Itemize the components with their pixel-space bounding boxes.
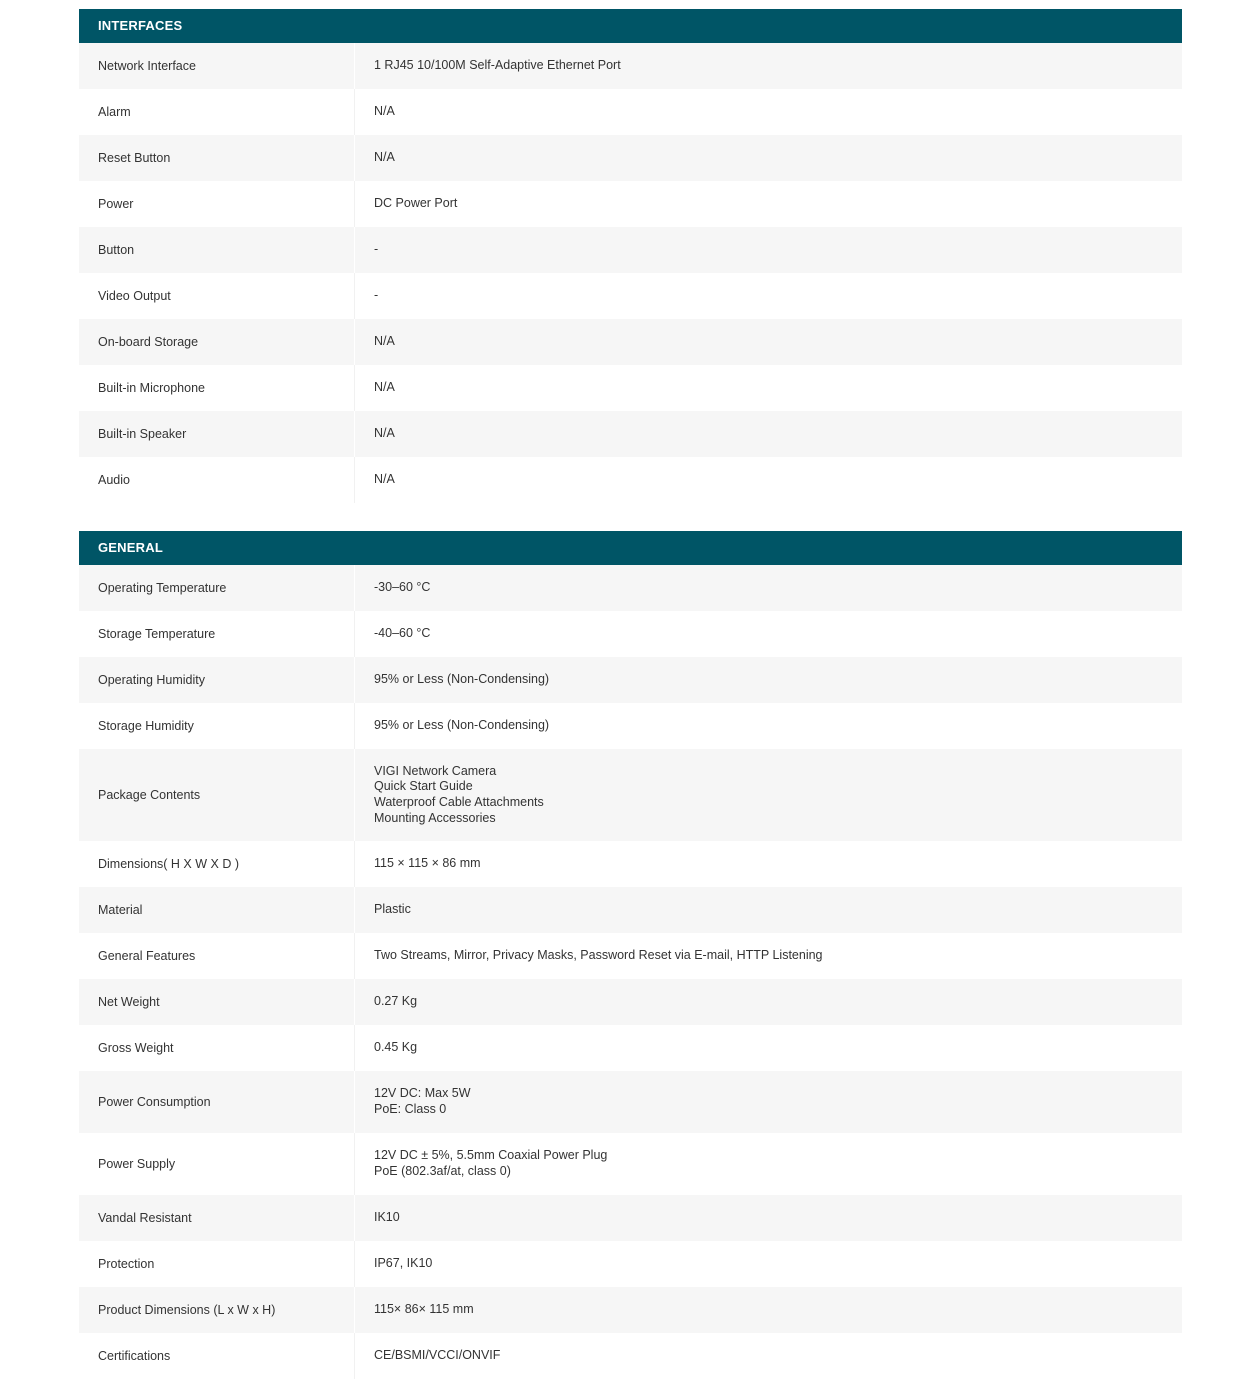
spec-value <box>355 764 544 827</box>
spec-value <box>355 288 378 304</box>
table-row <box>79 135 1182 181</box>
spec-value <box>355 380 395 396</box>
spec-label: Storage Temperature <box>79 611 355 657</box>
spec-value-line: Quick Start Guide <box>374 779 473 794</box>
spec-label: Net Weight <box>79 979 355 1025</box>
spec-label: Certifications <box>79 1333 355 1379</box>
spec-value <box>355 196 457 212</box>
spec-value <box>355 626 430 642</box>
spec-value-line: Mounting Accessories <box>374 810 496 825</box>
spec-value <box>355 856 481 872</box>
spec-value-line: PoE: Class 0 <box>374 1102 447 1116</box>
spec-label: Network Interface <box>79 43 355 89</box>
spec-value <box>355 580 430 596</box>
spec-label: Video Output <box>79 273 355 319</box>
spec-label: Product Dimensions (L x W x H) <box>79 1287 355 1333</box>
table-row <box>79 227 1182 273</box>
spec-value-line: Plastic <box>374 902 411 917</box>
table-row <box>79 89 1182 135</box>
spec-value <box>355 472 395 488</box>
table-row <box>79 457 1182 503</box>
spec-value <box>355 1256 432 1272</box>
table-row <box>79 319 1182 365</box>
table-row <box>79 749 1182 841</box>
spec-label: Dimensions( H X W X D ) <box>79 841 355 887</box>
interfaces-table <box>79 43 1182 503</box>
spec-value <box>355 994 417 1010</box>
spec-value-line: N/A <box>374 104 395 119</box>
spec-value <box>355 948 823 964</box>
spec-value-line: - <box>374 288 379 303</box>
table-row <box>79 365 1182 411</box>
spec-value-line: 0.45 Kg <box>374 1040 418 1055</box>
spec-label: Reset Button <box>79 135 355 181</box>
spec-value <box>355 672 549 688</box>
spec-value <box>355 902 411 918</box>
spec-value-line: Two Streams, Mirror, Privacy Masks, Password Reset via E-mail, HTTP Listening <box>374 948 823 963</box>
table-row <box>79 1287 1182 1333</box>
spec-value <box>355 718 549 734</box>
spec-label: Power <box>79 181 355 227</box>
spec-label: Operating Humidity <box>79 657 355 703</box>
table-row <box>79 565 1182 611</box>
spec-label: Operating Temperature <box>79 565 355 611</box>
spec-label: Package Contents <box>79 749 355 841</box>
table-row <box>79 1195 1182 1241</box>
spec-value-line: N/A <box>374 334 395 349</box>
spec-label: Material <box>79 887 355 933</box>
spec-value-line: 95% or Less (Non-Condensing) <box>374 672 550 687</box>
table-row <box>79 411 1182 457</box>
spec-value-line: - <box>374 242 379 257</box>
spec-value-line: 115 × 115 × 86 mm <box>374 856 481 871</box>
spec-label: Vandal Resistant <box>79 1195 355 1241</box>
general-section <box>79 531 1182 1379</box>
spec-label: General Features <box>79 933 355 979</box>
spec-value-line: 95% or Less (Non-Condensing) <box>374 718 550 733</box>
spec-value <box>355 1148 607 1179</box>
spec-value <box>355 242 378 258</box>
table-row <box>79 703 1182 749</box>
general-table <box>79 565 1182 1379</box>
spec-value <box>355 1210 400 1226</box>
spec-value-line: 12V DC: Max 5W <box>374 1086 471 1101</box>
spec-value-line: DC Power Port <box>374 196 458 211</box>
spec-value <box>355 150 395 166</box>
spec-label: On-board Storage <box>79 319 355 365</box>
spec-value-line: Waterproof Cable Attachments <box>374 795 544 809</box>
table-row <box>79 43 1182 89</box>
spec-value <box>355 426 395 442</box>
spec-value-line: -30–60 °C <box>374 580 431 595</box>
spec-value-line: 1 RJ45 10/100M Self-Adaptive Ethernet Port <box>374 58 621 73</box>
spec-value <box>355 104 395 120</box>
spec-value-line: CE/BSMI/VCCI/ONVIF <box>374 1348 501 1363</box>
spec-label: Audio <box>79 457 355 503</box>
spec-value <box>355 1348 500 1364</box>
spec-label: Built-in Speaker <box>79 411 355 457</box>
spec-value-line: 0.27 Kg <box>374 994 418 1009</box>
table-row <box>79 657 1182 703</box>
spec-value <box>355 1086 471 1117</box>
interfaces-header: INTERFACES <box>79 9 1182 43</box>
spec-value-line: VIGI Network Camera <box>374 763 497 778</box>
spec-label: Built-in Microphone <box>79 365 355 411</box>
table-row <box>79 841 1182 887</box>
spec-label: Power Supply <box>79 1133 355 1195</box>
spec-label: Power Consumption <box>79 1071 355 1133</box>
table-row <box>79 1333 1182 1379</box>
spec-value-line: 115× 86× 115 mm <box>374 1302 474 1317</box>
table-row <box>79 181 1182 227</box>
spec-label: Protection <box>79 1241 355 1287</box>
spec-value-line: -40–60 °C <box>374 626 431 641</box>
spec-label: Storage Humidity <box>79 703 355 749</box>
table-row <box>79 1241 1182 1287</box>
spec-value-line: PoE (802.3af/at, class 0) <box>374 1164 511 1178</box>
table-row <box>79 887 1182 933</box>
spec-value <box>355 1302 474 1318</box>
spec-label: Alarm <box>79 89 355 135</box>
spec-value-line: 12V DC ± 5%, 5.5mm Coaxial Power Plug <box>374 1148 608 1163</box>
spec-value-line: N/A <box>374 426 395 441</box>
spec-value-line: IK10 <box>374 1210 400 1225</box>
table-row <box>79 611 1182 657</box>
spec-value-line: N/A <box>374 380 395 395</box>
spec-value-line: N/A <box>374 472 395 487</box>
spec-value <box>355 58 621 74</box>
table-row <box>79 933 1182 979</box>
table-row <box>79 979 1182 1025</box>
table-row <box>79 1025 1182 1071</box>
table-row <box>79 273 1182 319</box>
spec-value-line: N/A <box>374 150 395 165</box>
spec-value <box>355 1040 417 1056</box>
table-row <box>79 1133 1182 1195</box>
spec-label: Gross Weight <box>79 1025 355 1071</box>
table-row <box>79 1071 1182 1133</box>
general-header: GENERAL <box>79 531 1182 565</box>
spec-value <box>355 334 395 350</box>
interfaces-section <box>79 9 1182 503</box>
spec-value-line: IP67, IK10 <box>374 1256 433 1271</box>
spec-label: Button <box>79 227 355 273</box>
